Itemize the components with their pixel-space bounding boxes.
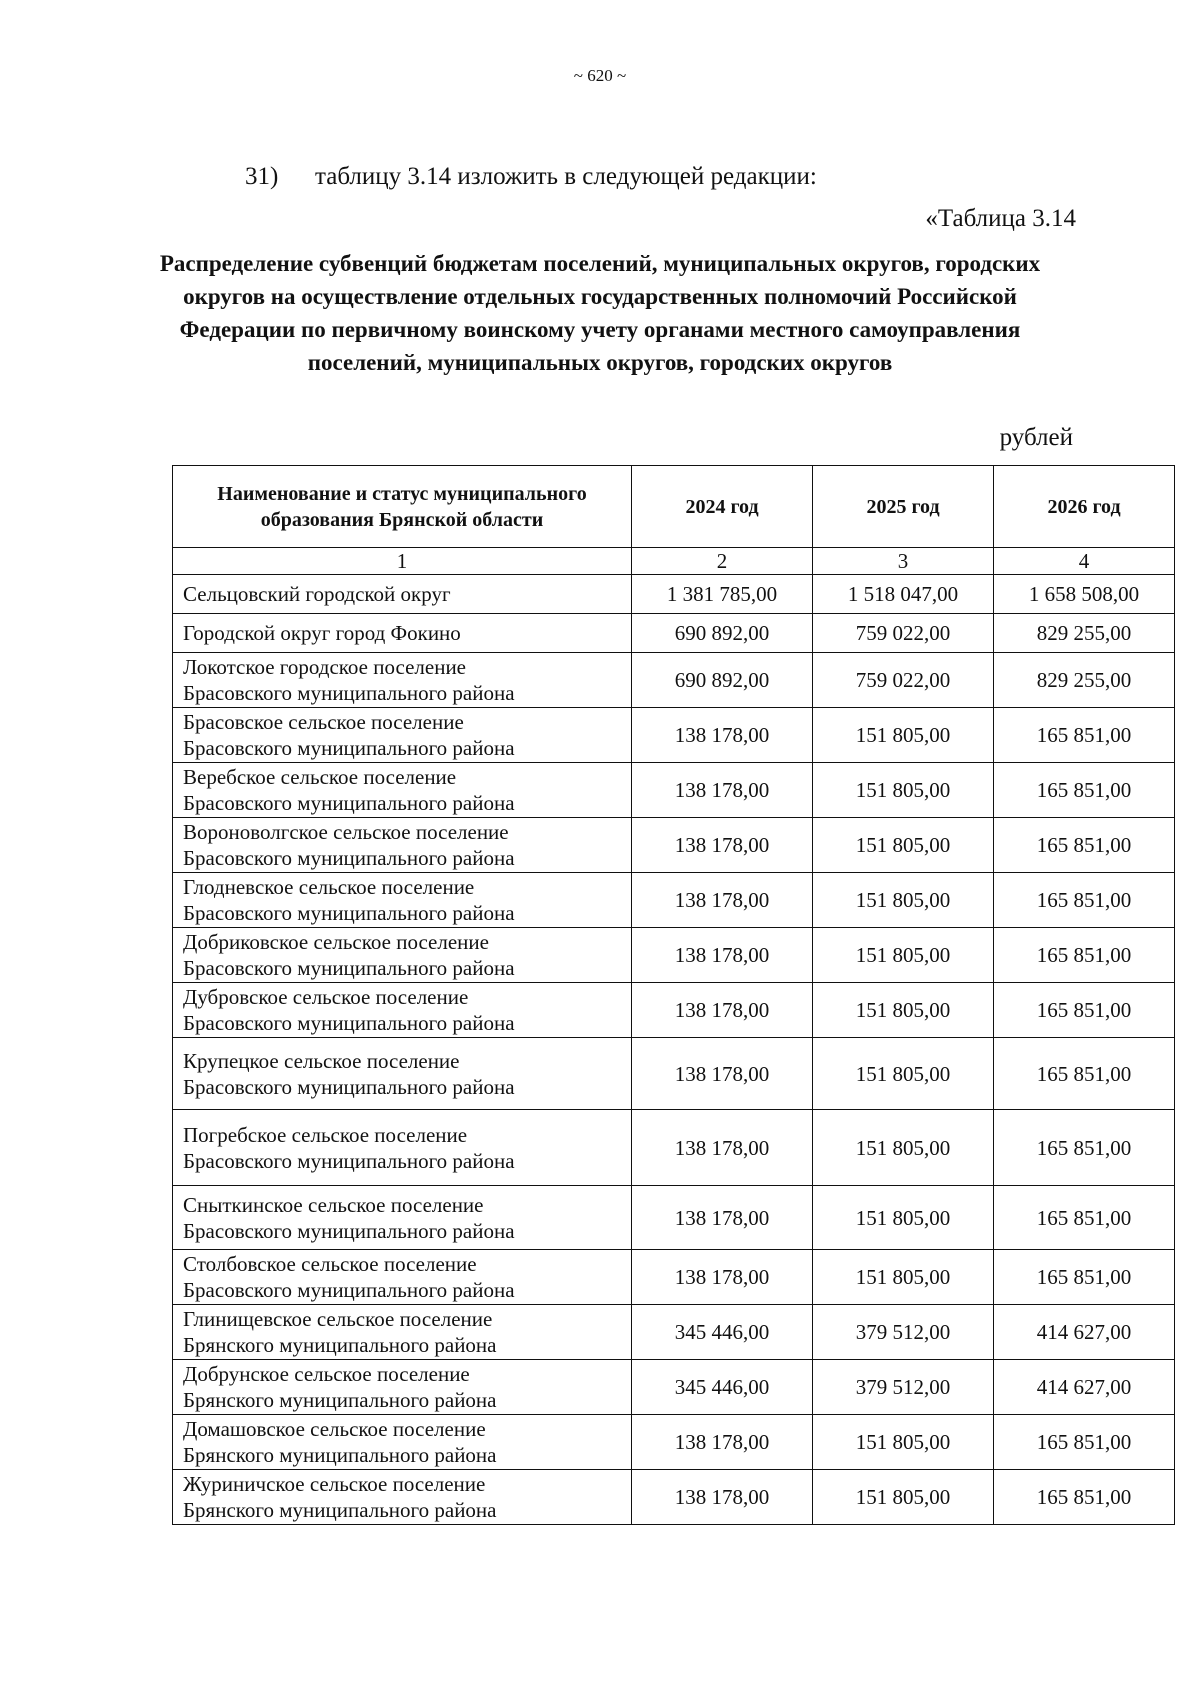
value-2026-cell: 829 255,00 <box>994 614 1175 653</box>
value-2026-cell: 165 851,00 <box>994 1470 1175 1525</box>
municipality-name-line: Брасовского муниципального района <box>183 956 515 980</box>
value-2025-cell: 151 805,00 <box>813 1415 994 1470</box>
municipality-name-line: Брянского муниципального района <box>183 1333 497 1357</box>
municipality-name-line: Брасовского муниципального района <box>183 1218 515 1243</box>
subvention-table <box>172 465 1175 1525</box>
municipality-name-line: Сныткинское сельское поселение <box>183 1192 484 1217</box>
municipality-name-line: Брасовского муниципального района <box>183 1278 515 1302</box>
table-row <box>173 1360 1175 1415</box>
value-2024-cell: 138 178,00 <box>632 708 813 763</box>
value-2024-cell: 138 178,00 <box>632 818 813 873</box>
value-2025-cell: 151 805,00 <box>813 763 994 818</box>
municipality-name-cell <box>173 983 632 1038</box>
value-2025-cell: 151 805,00 <box>813 983 994 1038</box>
table-row <box>173 873 1175 928</box>
value-2025-cell: 151 805,00 <box>813 1110 994 1186</box>
value-2025-cell: 151 805,00 <box>813 1470 994 1525</box>
municipality-name-cell <box>173 873 632 928</box>
value-2026-cell: 165 851,00 <box>994 1250 1175 1305</box>
municipality-name-cell <box>173 1186 632 1250</box>
header-2026: 2026 год <box>994 466 1175 548</box>
municipality-name-cell <box>173 653 632 708</box>
value-2024-cell: 345 446,00 <box>632 1305 813 1360</box>
column-index: 3 <box>813 548 994 575</box>
value-2026-cell: 165 851,00 <box>994 1038 1175 1110</box>
municipality-name-cell <box>173 1110 632 1186</box>
municipality-name-line: Журиничское сельское поселение <box>183 1472 486 1496</box>
municipality-name-line: Крупецкое сельское поселение <box>183 1048 460 1073</box>
table-row <box>173 763 1175 818</box>
value-2025-cell: 1 518 047,00 <box>813 575 994 614</box>
table-row <box>173 575 1175 614</box>
table-row <box>173 1038 1175 1110</box>
header-name: Наименование и статус муниципального образования Брянской области <box>173 466 632 548</box>
municipality-name-line: Брасовского муниципального района <box>183 1148 515 1173</box>
value-2024-cell: 690 892,00 <box>632 614 813 653</box>
municipality-name-line: Локотское городское поселение <box>183 655 467 679</box>
column-index: 1 <box>173 548 632 575</box>
table-row <box>173 818 1175 873</box>
value-2024-cell: 690 892,00 <box>632 653 813 708</box>
value-2024-cell: 138 178,00 <box>632 1250 813 1305</box>
value-2025-cell: 151 805,00 <box>813 818 994 873</box>
header-2025: 2025 год <box>813 466 994 548</box>
value-2026-cell: 829 255,00 <box>994 653 1175 708</box>
value-2025-cell: 379 512,00 <box>813 1305 994 1360</box>
value-2026-cell: 165 851,00 <box>994 928 1175 983</box>
municipality-name-cell <box>173 1415 632 1470</box>
municipality-name-cell <box>173 928 632 983</box>
table-row <box>173 1186 1175 1250</box>
value-2026-cell: 165 851,00 <box>994 708 1175 763</box>
municipality-name-line: Добриковское сельское поселение <box>183 930 489 954</box>
value-2024-cell: 138 178,00 <box>632 763 813 818</box>
table-row <box>173 928 1175 983</box>
value-2026-cell: 165 851,00 <box>994 1110 1175 1186</box>
value-2025-cell: 759 022,00 <box>813 614 994 653</box>
municipality-name-line: Брасовского муниципального района <box>183 901 515 925</box>
table-row <box>173 708 1175 763</box>
municipality-name-line: Брасовского муниципального района <box>183 1011 515 1035</box>
amendment-item <box>245 163 817 191</box>
municipality-name-line: Глинищевское сельское поселение <box>183 1307 493 1331</box>
table-title: Распределение субвенций бюджетам поселений, муниципальных округов, городских округов на осуществление отдельных государственных полномочий Российской Федерации по первичному воинскому учету органами местного самоуправления поселений, муниципальных округов, городских округов <box>159 251 1041 375</box>
municipality-name-line: Городской округ город Фокино <box>183 621 461 645</box>
municipality-name-line: Погребское сельское поселение <box>183 1122 468 1147</box>
value-2026-cell: 165 851,00 <box>994 1415 1175 1470</box>
table-label: «Таблица 3.14 <box>925 205 1076 232</box>
municipality-name-cell <box>173 614 632 653</box>
municipality-name-cell <box>173 818 632 873</box>
column-index: 2 <box>632 548 813 575</box>
value-2026-cell: 165 851,00 <box>994 763 1175 818</box>
value-2025-cell: 759 022,00 <box>813 653 994 708</box>
municipality-name-line: Добрунское сельское поселение <box>183 1362 470 1386</box>
value-2025-cell: 379 512,00 <box>813 1360 994 1415</box>
column-index-row <box>173 548 1175 575</box>
municipality-name-line: Столбовское сельское поселение <box>183 1252 477 1276</box>
municipality-name-line: Глодневское сельское поселение <box>183 875 475 899</box>
value-2024-cell: 138 178,00 <box>632 873 813 928</box>
table-row <box>173 653 1175 708</box>
value-2025-cell: 151 805,00 <box>813 708 994 763</box>
value-2024-cell: 138 178,00 <box>632 1110 813 1186</box>
municipality-name-line: Сельцовский городской округ <box>183 582 451 606</box>
value-2025-cell: 151 805,00 <box>813 928 994 983</box>
table-row <box>173 1110 1175 1186</box>
municipality-name-line: Дубровское сельское поселение <box>183 985 469 1009</box>
value-2025-cell: 151 805,00 <box>813 873 994 928</box>
municipality-name-cell <box>173 1250 632 1305</box>
municipality-name-line: Брасовского муниципального района <box>183 1074 515 1099</box>
value-2026-cell: 414 627,00 <box>994 1305 1175 1360</box>
column-index: 4 <box>994 548 1175 575</box>
item-number: 31) <box>245 163 279 190</box>
value-2026-cell: 165 851,00 <box>994 818 1175 873</box>
municipality-name-cell <box>173 1360 632 1415</box>
units-label: рублей <box>999 424 1073 451</box>
municipality-name-cell <box>173 1305 632 1360</box>
municipality-name-line: Брасовское сельское поселение <box>183 710 464 734</box>
value-2026-cell: 165 851,00 <box>994 1186 1175 1250</box>
municipality-name-cell <box>173 763 632 818</box>
table-row <box>173 983 1175 1038</box>
municipality-name-line: Вороноволгское сельское поселение <box>183 820 509 844</box>
value-2024-cell: 138 178,00 <box>632 1470 813 1525</box>
municipality-name-line: Брянского муниципального района <box>183 1498 497 1522</box>
item-text: таблицу 3.14 изложить в следующей редакции: <box>315 163 817 190</box>
municipality-name-line: Домашовское сельское поселение <box>183 1417 486 1441</box>
value-2025-cell: 151 805,00 <box>813 1250 994 1305</box>
table-row <box>173 1470 1175 1525</box>
value-2025-cell: 151 805,00 <box>813 1038 994 1110</box>
table-row <box>173 614 1175 653</box>
table-row <box>173 1250 1175 1305</box>
municipality-name-cell <box>173 575 632 614</box>
value-2025-cell: 151 805,00 <box>813 1186 994 1250</box>
municipality-name-line: Брасовского муниципального района <box>183 681 515 705</box>
page-number: ~ 620 ~ <box>573 66 627 85</box>
municipality-name-line: Брасовского муниципального района <box>183 736 515 760</box>
value-2026-cell: 414 627,00 <box>994 1360 1175 1415</box>
header-2024: 2024 год <box>632 466 813 548</box>
value-2024-cell: 1 381 785,00 <box>632 575 813 614</box>
value-2024-cell: 138 178,00 <box>632 928 813 983</box>
value-2024-cell: 138 178,00 <box>632 1415 813 1470</box>
table-header-row <box>173 466 1175 548</box>
table-row <box>173 1415 1175 1470</box>
municipality-name-cell <box>173 1038 632 1110</box>
value-2024-cell: 138 178,00 <box>632 1186 813 1250</box>
value-2026-cell: 165 851,00 <box>994 873 1175 928</box>
municipality-name-cell <box>173 708 632 763</box>
value-2026-cell: 165 851,00 <box>994 983 1175 1038</box>
value-2024-cell: 138 178,00 <box>632 983 813 1038</box>
table-row <box>173 1305 1175 1360</box>
municipality-name-line: Веребское сельское поселение <box>183 765 457 789</box>
municipality-name-line: Брасовского муниципального района <box>183 791 515 815</box>
municipality-name-line: Брянского муниципального района <box>183 1388 497 1412</box>
value-2024-cell: 138 178,00 <box>632 1038 813 1110</box>
municipality-name-line: Брянского муниципального района <box>183 1443 497 1467</box>
value-2026-cell: 1 658 508,00 <box>994 575 1175 614</box>
municipality-name-cell <box>173 1470 632 1525</box>
municipality-name-line: Брасовского муниципального района <box>183 846 515 870</box>
value-2024-cell: 345 446,00 <box>632 1360 813 1415</box>
